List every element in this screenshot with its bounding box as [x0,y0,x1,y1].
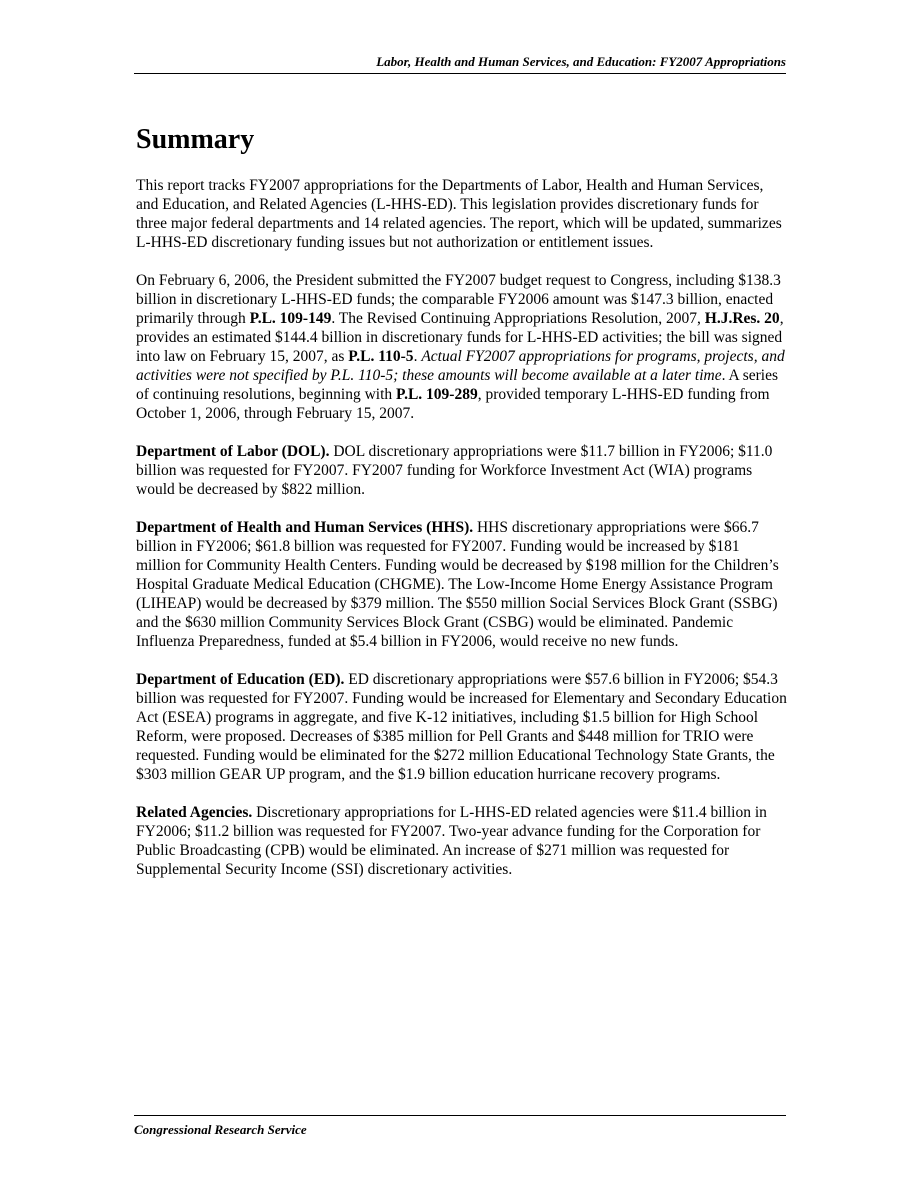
text-segment: . A series of continuing resolutions, beginning with [136,367,778,403]
law-reference: P.L. 110-5 [348,348,414,365]
text-segment: , provided temporary L-HHS-ED funding from October 1, 2006, through February 15, 2007. [136,386,770,422]
intro-paragraph: This report tracks FY2007 appropriations for the Departments of Labor, Health and Human Services, and Education, and Related Agencies (L-HHS-ED). This legislation provides discretionary funds for three major federal departments and 14 related agencies. The report, which will be updated, summarizes L-HHS-ED discretionary funding issues but not authorization or entitlement issues. [136,177,782,251]
section-heading: Department of Labor (DOL). [136,443,330,460]
section-text: Discretionary appropriations for L-HHS-ED related agencies were $11.4 billion in FY2006; $11.2 billion was requested for FY2007. Two-year advance funding for the Corporation for Public Broadcasting (CPB) would be eliminated. An increase of $271 million was requested for Supplemental Security Income (SSI) discretionary activities. [136,804,767,878]
italic-note: Actual FY2007 appropriations for programs, projects, and activities were not specified by P.L. 110-5; these amounts will become available at a later time [136,348,785,384]
law-reference: P.L. 109-289 [396,386,478,403]
text-segment: . The Revised Continuing Appropriations Resolution, 2007, [331,310,705,327]
page-title: Summary [136,124,255,155]
section-text: DOL discretionary appropriations were $11.7 billion in FY2006; $11.0 billion was requested for FY2007. FY2007 funding for Workforce Investment Act (WIA) programs would be decreased by $822 million. [136,443,773,498]
law-reference: P.L. 109-149 [249,310,332,327]
text-segment: On February 6, 2006, the President submitted the FY2007 budget request to Congress, including $138.3 billion in discretionary L-HHS-ED funds; the comparable FY2006 amount was $147.3 billion, enacted primarily through [136,272,781,327]
section-heading: Department of Health and Human Services (HHS). [136,519,474,536]
summary-body [136,176,788,898]
running-header: Labor, Health and Human Services, and Education: FY2007 Appropriations [134,54,786,74]
budget-request-paragraph [136,271,788,423]
section-text: HHS discretionary appropriations were $66.7 billion in FY2006; $61.8 billion was requested for FY2007. Funding would be increased by $181 million for Community Health Centers. Funding would be decreased by $198 million for the Children’s Hospital Graduate Medical Education (CHGME). The Low-Income Home Energy Assistance Program (LIHEAP) would be decreased by $379 million. The $550 million Social Services Block Grant (SSBG) and the $630 million Community Services Block Grant (CSBG) would be eliminated. Pandemic Influenza Preparedness, funded at $5.4 billion in FY2006, would receive no new funds. [136,519,779,650]
section-heading: Department of Education (ED). [136,671,345,688]
hhs-paragraph [136,518,788,651]
text-segment: , provides an estimated $144.4 billion in discretionary funds for L-HHS-ED activities; the bill was signed into law on February 15, 2007, as [136,310,784,365]
dol-paragraph [136,442,788,499]
related-agencies-paragraph [136,803,788,879]
law-reference: H.J.Res. 20 [704,310,780,327]
ed-paragraph [136,670,788,784]
section-heading: Related Agencies. [136,804,253,821]
text-segment: . [413,348,422,365]
page-footer: Congressional Research Service [134,1115,786,1138]
section-text: ED discretionary appropriations were $57.6 billion in FY2006; $54.3 billion was requested for FY2007. Funding would be increased for Elementary and Secondary Education Act (ESEA) programs in aggregate, and five K-12 initiatives, including $1.5 billion for High School Reform, were proposed. Decreases of $385 million for Pell Grants and $448 million for TRIO were requested. Funding would be eliminated for the $272 million Educational Technology State Grants, the $303 million GEAR UP program, and the $1.9 billion education hurricane recovery programs. [136,671,787,783]
